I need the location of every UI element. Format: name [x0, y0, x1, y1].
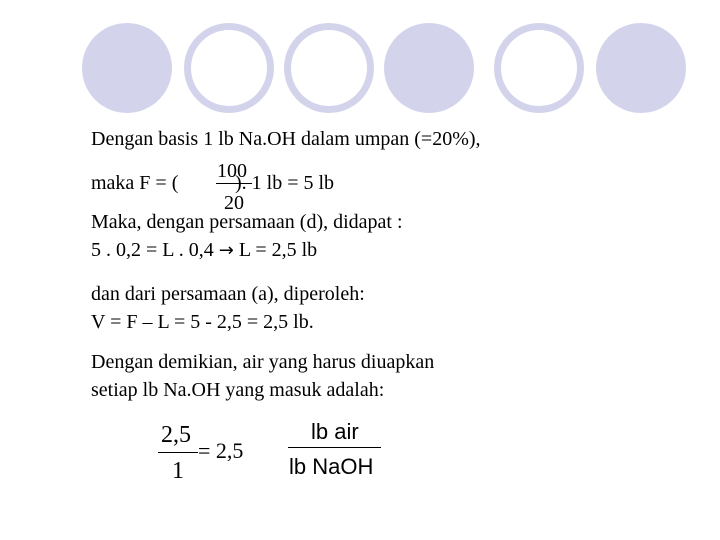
text-line-3: Maka, dengan persamaan (d), didapat :	[91, 211, 403, 233]
unit-denominator: lb NaOH	[289, 454, 374, 479]
circle-3	[284, 23, 374, 113]
result-fraction-bar	[158, 452, 198, 453]
text-line-2-prefix: maka F = (	[91, 172, 179, 194]
equation-left: 5 . 0,2 = L . 0,4	[91, 239, 214, 261]
text-line-8: setiap lb Na.OH yang masuk adalah:	[91, 379, 385, 401]
unit-fraction-bar	[288, 447, 381, 448]
circle-1	[82, 23, 172, 113]
text-line-5: dan dari persamaan (a), diperoleh:	[91, 283, 365, 305]
circle-4	[384, 23, 474, 113]
result-equals: = 2,5	[198, 438, 244, 463]
unit-numerator: lb air	[311, 419, 359, 444]
circle-5	[494, 23, 584, 113]
text-line-2-suffix: ). 1 lb = 5 lb	[235, 172, 335, 194]
circle-2	[184, 23, 274, 113]
text-line-1: Dengan basis 1 lb Na.OH dalam umpan (=20%),	[91, 128, 481, 150]
text-line-6: V = F – L = 5 - 2,5 = 2,5 lb.	[91, 311, 314, 333]
fraction-100-numerator: 100	[217, 160, 247, 182]
equation-right: L = 2,5 lb	[238, 239, 318, 261]
result-numerator: 2,5	[161, 422, 191, 448]
result-denominator: 1	[172, 458, 184, 484]
circle-6	[596, 23, 686, 113]
fraction-20-denominator: 20	[224, 192, 244, 214]
arrow-right-icon: →	[218, 240, 234, 261]
text-line-4	[91, 238, 317, 263]
text-line-7: Dengan demikian, air yang harus diuapkan	[91, 351, 435, 373]
